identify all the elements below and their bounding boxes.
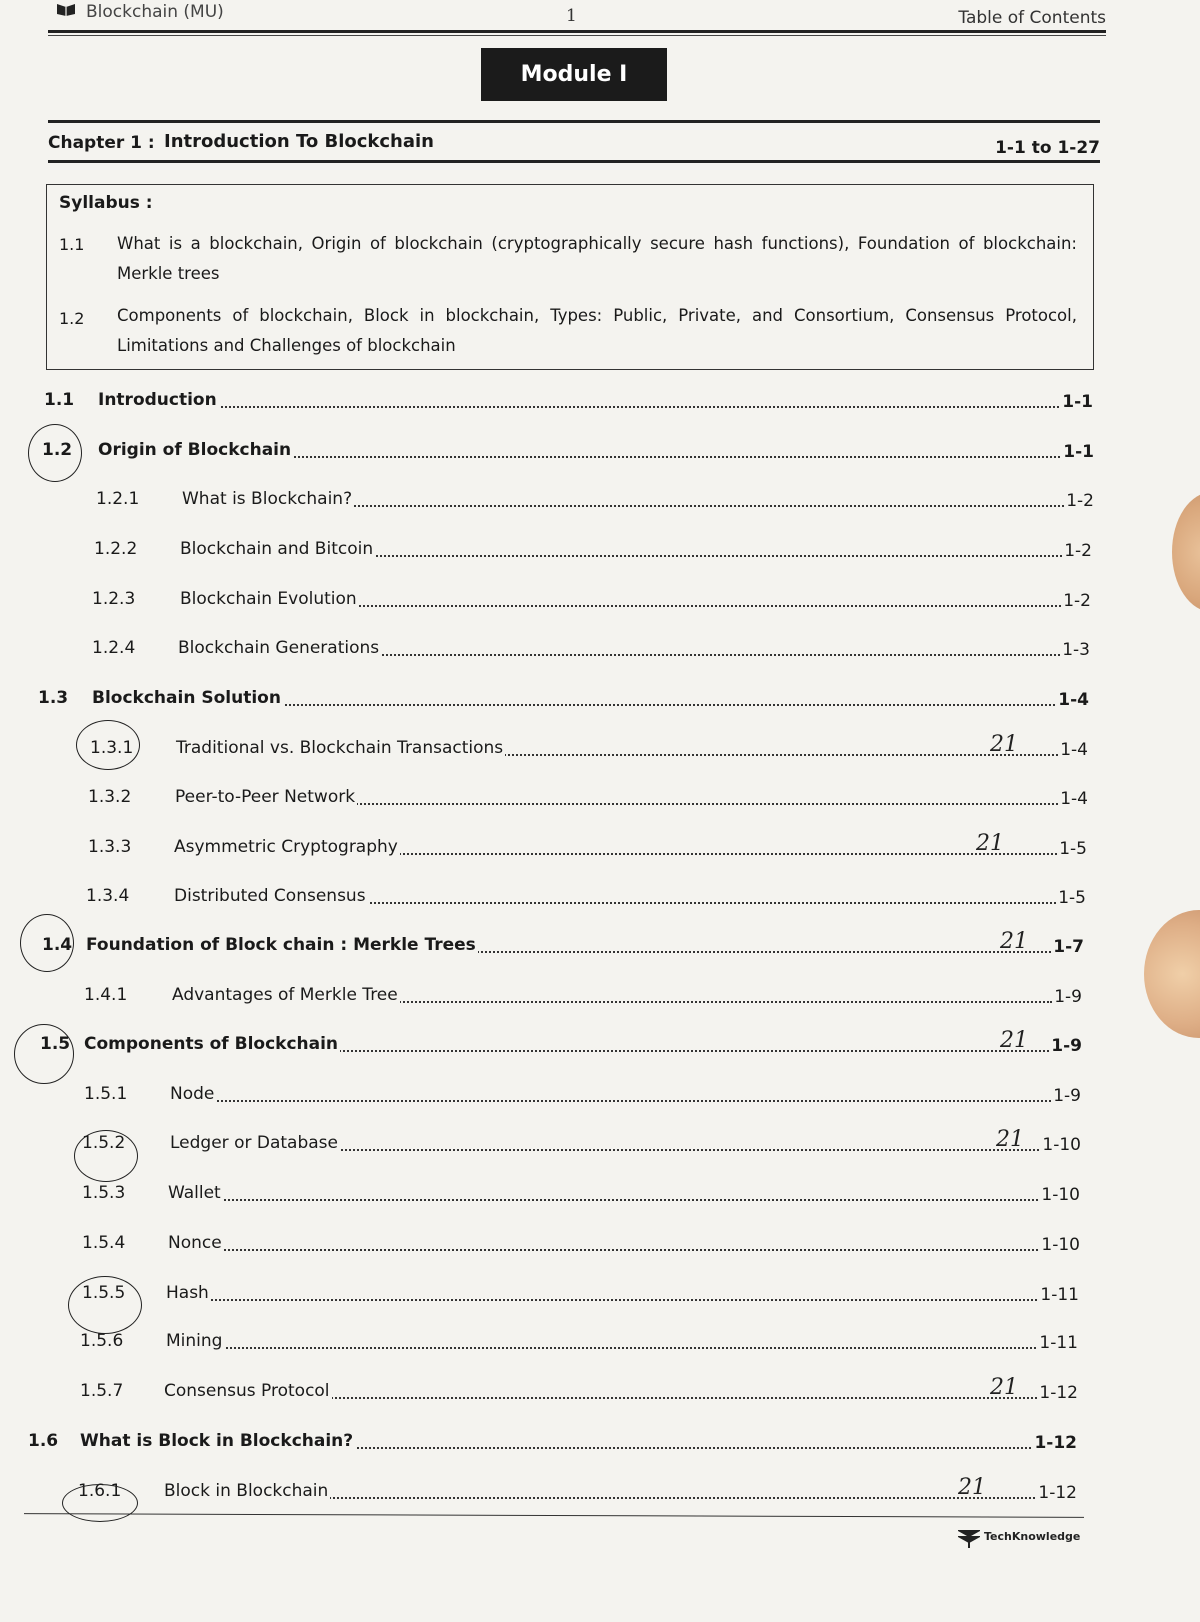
toc-entry-number: 1.2.2: [94, 539, 138, 559]
toc-entry: [86, 886, 1086, 912]
toc-entry-title: Mining: [166, 1331, 223, 1351]
toc-entry-number: 1.2: [42, 440, 73, 460]
toc-entry-number: 1.5.1: [84, 1084, 128, 1104]
toc-dot-leader: [118, 406, 1063, 408]
toc-dot-leader: [190, 1100, 1051, 1102]
toc-entry-number: 1.5.5: [82, 1283, 126, 1303]
handwritten-note: 21: [958, 1475, 986, 1500]
toc-entry-title: Blockchain and Bitcoin: [180, 539, 374, 559]
toc-dot-leader: [186, 1347, 1048, 1349]
toc-entry: [78, 1475, 1077, 1507]
toc-entry-number: 1.6: [28, 1431, 59, 1451]
toc-entry-number: 1.1: [44, 390, 75, 410]
toc-entry: [94, 539, 1092, 565]
toc-entry-number: 1.5.3: [82, 1183, 126, 1203]
toc-entry-title: What is Blockchain?: [182, 489, 353, 509]
toc-entry: [82, 1233, 1080, 1259]
toc-entry-title: Ledger or Database: [170, 1133, 338, 1153]
toc-entry-page: 1-11: [1040, 1285, 1079, 1305]
handwritten-note: 21: [1000, 1028, 1028, 1053]
syllabus-item-text: Components of blockchain, Block in blockchain, Types: Public, Private, and Consortium, Consensus Protocol, Limitations and Challenges of blockchain: [117, 306, 1077, 355]
toc-entry-number: 1.3.1: [90, 738, 134, 758]
toc-entry-page: 1-10: [1041, 1235, 1080, 1255]
toc-entry-number: 1.5.4: [82, 1233, 126, 1253]
toc-entry-page: 1-12: [1039, 1383, 1078, 1403]
footer-rule: [24, 1513, 1084, 1518]
toc-entry-page: 1-9: [1051, 1036, 1082, 1056]
toc-entry-page: 1-10: [1041, 1185, 1080, 1205]
toc-entry: [80, 1331, 1078, 1357]
toc-entry-page: 1-10: [1042, 1135, 1081, 1155]
book-title: Blockchain (MU): [86, 2, 224, 22]
toc-entry: [84, 985, 1082, 1011]
toc-entry-title: Traditional vs. Blockchain Transactions: [176, 738, 504, 758]
toc-entry-page: 1-4: [1060, 740, 1088, 760]
toc-entry: [92, 638, 1090, 664]
toc-entry-page: 1-5: [1059, 839, 1087, 859]
toc-entry-title: Introduction: [98, 390, 217, 410]
toc-entry-number: 1.2.3: [92, 589, 136, 609]
toc-entry: [88, 831, 1087, 863]
toc-entry: [80, 1375, 1078, 1407]
section-name: Table of Contents: [958, 8, 1106, 28]
toc-entry-page: 1-5: [1058, 888, 1086, 908]
toc-entry-page: 1-12: [1038, 1483, 1077, 1503]
fingertip-photo: [1172, 492, 1200, 612]
fingertip-photo: [1144, 910, 1200, 1038]
toc-entry-number: 1.3.4: [86, 886, 130, 906]
toc-entry: [82, 1183, 1080, 1209]
toc-entry-title: Origin of Blockchain: [98, 440, 292, 460]
toc-entry: [44, 390, 1093, 416]
chapter-pages: 1-1 to 1-27: [995, 138, 1100, 158]
toc-entry-title: Wallet: [168, 1183, 221, 1203]
toc-entry-page: 1-3: [1062, 640, 1090, 660]
toc-entry-page: 1-11: [1039, 1333, 1078, 1353]
toc-entry-page: 1-1: [1063, 442, 1094, 462]
chapter-title: Introduction To Blockchain: [164, 131, 434, 152]
toc-entry-number: 1.4.1: [84, 985, 128, 1005]
book-logo-icon: [56, 2, 76, 16]
toc-entry-page: 1-12: [1034, 1433, 1077, 1453]
toc-entry-page: 1-4: [1060, 789, 1088, 809]
toc-entry: [40, 1028, 1082, 1060]
toc-entry: [28, 1431, 1077, 1457]
toc-entry-title: Node: [170, 1084, 215, 1104]
running-header: [48, 0, 1106, 40]
handwritten-note: 21: [1000, 929, 1028, 954]
toc-entry: [82, 1127, 1081, 1159]
toc-entry-page: 1-7: [1053, 937, 1084, 957]
toc-entry-number: 1.3: [38, 688, 69, 708]
toc-entry-title: Blockchain Evolution: [180, 589, 357, 609]
toc-entry-title: Blockchain Generations: [178, 638, 380, 658]
toc-entry-title: Blockchain Solution: [92, 688, 281, 708]
header-rule-thin: [48, 35, 1106, 36]
syllabus-item-number: 1.1: [59, 235, 85, 254]
toc-entry-number: 1.3.2: [88, 787, 132, 807]
toc-entry-page: 1-2: [1066, 491, 1094, 511]
toc-entry: [38, 688, 1089, 714]
handwritten-note: 21: [990, 732, 1018, 757]
toc-entry-title: Components of Blockchain: [84, 1034, 339, 1054]
syllabus-box: [46, 184, 1094, 370]
toc-entry-number: 1.2.1: [96, 489, 140, 509]
toc-entry-number: 1.4: [42, 935, 73, 955]
syllabus-item-text: What is a blockchain, Origin of blockchain (cryptographically secure hash functions), Foundation of blockchain: Merkle trees: [117, 234, 1077, 283]
handwritten-note: 21: [996, 1127, 1024, 1152]
toc-entry: [96, 489, 1094, 515]
page-number: 1: [566, 6, 577, 26]
toc-entry-title: Peer-to-Peer Network: [175, 787, 356, 807]
toc-entry-number: 1.5.6: [80, 1331, 124, 1351]
chapter-rule-bottom: [48, 160, 1100, 163]
toc-entry-page: 1-9: [1054, 987, 1082, 1007]
handwritten-note: 21: [976, 831, 1004, 856]
module-banner: Module I: [481, 48, 667, 101]
toc-entry: [82, 1283, 1079, 1309]
toc-entry: [90, 732, 1088, 764]
toc-entry: [84, 1084, 1081, 1110]
toc-entry-page: 1-9: [1053, 1086, 1081, 1106]
toc-entry-number: 1.5.2: [82, 1133, 126, 1153]
toc-entry-title: Consensus Protocol: [164, 1381, 330, 1401]
toc-entry-title: Advantages of Merkle Tree: [172, 985, 398, 1005]
handwritten-note: 21: [990, 1375, 1018, 1400]
toc-entry-title: What is Block in Blockchain?: [80, 1431, 354, 1451]
toc-entry-title: Block in Blockchain: [164, 1481, 329, 1501]
toc-entry-page: 1-2: [1064, 541, 1092, 561]
chapter-label: Chapter 1 :: [48, 133, 155, 153]
toc-dot-leader: [188, 1199, 1050, 1201]
syllabus-item-number: 1.2: [59, 309, 85, 328]
toc-entry-number: 1.2.4: [92, 638, 136, 658]
toc-dot-leader: [188, 1249, 1050, 1251]
toc-entry-number: 1.5.7: [80, 1381, 124, 1401]
toc-entry-number: 1.6.1: [78, 1481, 122, 1501]
toc-entry-title: Nonce: [168, 1233, 222, 1253]
syllabus-title: Syllabus :: [59, 193, 153, 213]
footer-brand: TechKnowledge: [984, 1530, 1081, 1543]
toc-entry-page: 1-4: [1058, 690, 1089, 710]
chapter-rule-top: [48, 120, 1100, 123]
toc-entry: [42, 929, 1084, 961]
toc-entry-title: Hash: [166, 1283, 209, 1303]
toc-entry: [88, 787, 1088, 813]
toc-entry: [92, 589, 1091, 615]
toc-entry-title: Foundation of Block chain : Merkle Trees: [86, 935, 476, 955]
toc-entry: [42, 440, 1094, 466]
toc-entry-page: 1-1: [1062, 392, 1093, 412]
toc-entry-number: 1.5: [40, 1034, 71, 1054]
toc-entry-page: 1-2: [1063, 591, 1091, 611]
toc-entry-title: Asymmetric Cryptography: [174, 837, 398, 857]
toc-entry-title: Distributed Consensus: [174, 886, 366, 906]
techknowledge-logo-icon: [958, 1528, 980, 1548]
toc-entry-number: 1.3.3: [88, 837, 132, 857]
header-rule: [48, 30, 1106, 33]
toc-dot-leader: [186, 1299, 1049, 1301]
